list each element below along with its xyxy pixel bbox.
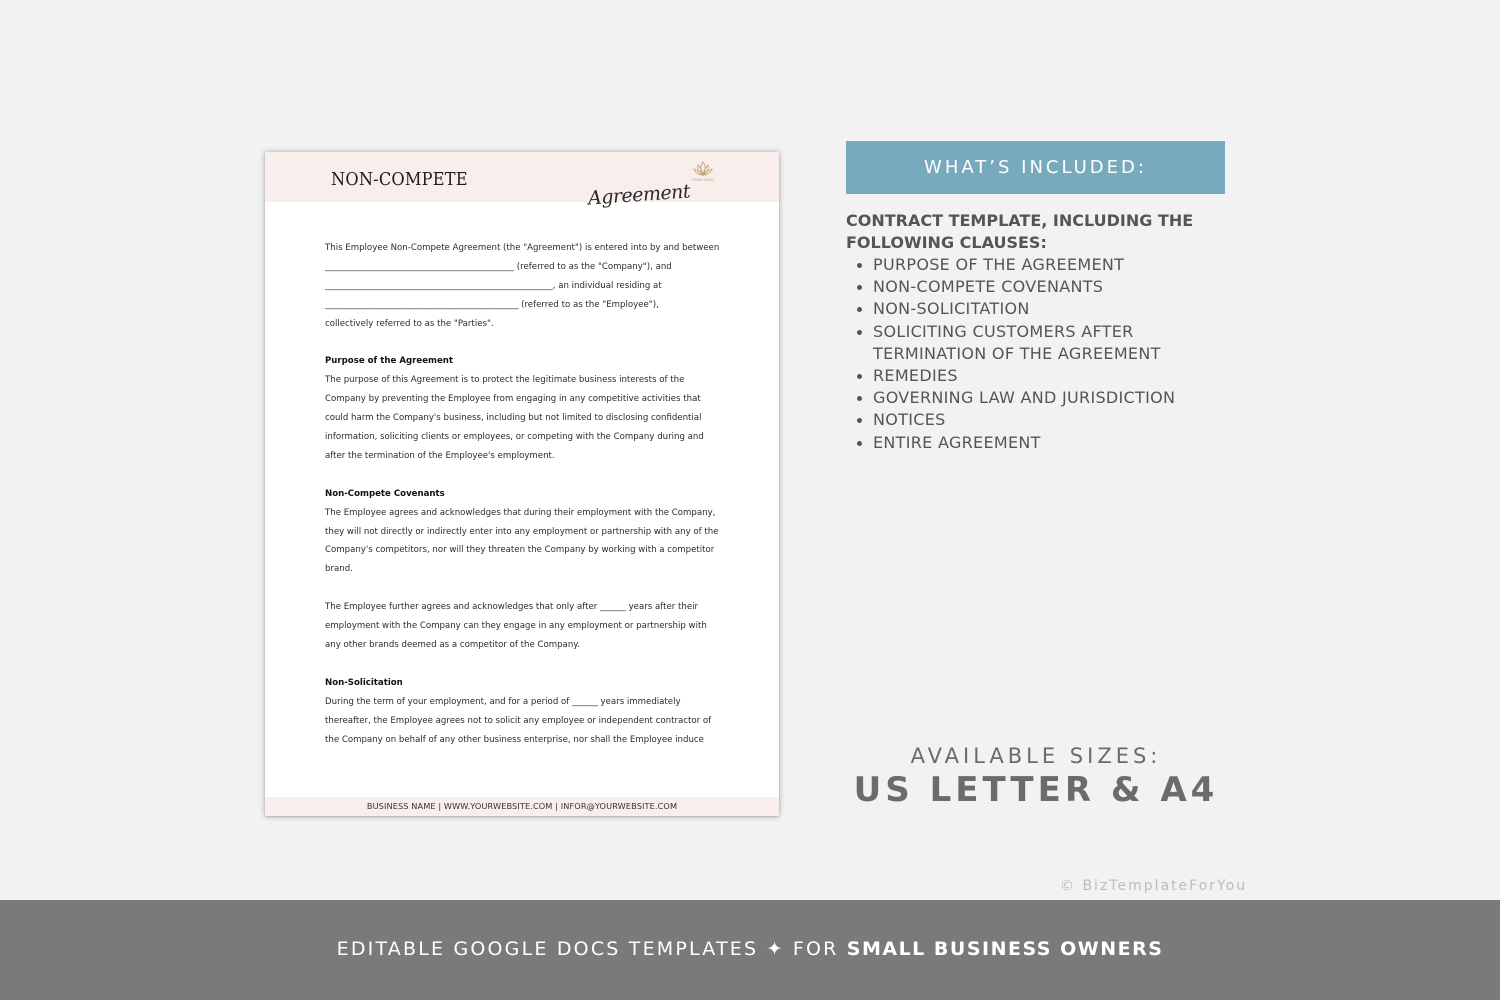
document-preview-page bbox=[265, 152, 779, 816]
clauses-list bbox=[846, 254, 1175, 454]
clause-item: NON-COMPETE COVENANTS bbox=[873, 276, 1175, 298]
clause-item: SOLICITING CUSTOMERS AFTER TERMINATION OF THE AGREEMENT bbox=[873, 321, 1173, 365]
section-line: after the termination of the Employee's employment. bbox=[325, 450, 555, 461]
clause-item: ENTIRE AGREEMENT bbox=[873, 432, 1175, 454]
section-line: thereafter, the Employee agrees not to solicit any employee or independent contractor of bbox=[325, 715, 712, 726]
clause-item: PURPOSE OF THE AGREEMENT bbox=[873, 254, 1175, 276]
lotus-logo-icon bbox=[692, 160, 714, 178]
intro-line: ____________________________________________ (referred to as the "Company"), and bbox=[325, 261, 672, 272]
section-line: could harm the Company's business, including but not limited to disclosing confidential bbox=[325, 413, 702, 424]
section-line: Company's competitors, nor will they threaten the Company by working with a competitor bbox=[325, 545, 715, 556]
available-sizes-value: US LETTER & A4 bbox=[853, 770, 1219, 810]
document-header-band bbox=[265, 152, 779, 210]
section-line: The purpose of this Agreement is to protect the legitimate business interests of the bbox=[325, 375, 685, 386]
intro-line: collectively referred to as the "Parties". bbox=[325, 318, 494, 329]
section-heading: Non-Solicitation bbox=[325, 677, 403, 688]
available-sizes-label: AVAILABLE SIZES: bbox=[910, 744, 1162, 768]
clause-item: NOTICES bbox=[873, 409, 1175, 431]
tagline-strong-text: SMALL BUSINESS OWNERS bbox=[846, 938, 1164, 960]
section-line: they will not directly or indirectly enter into any employment or partnership with any of the bbox=[325, 526, 719, 537]
section-line: The Employee agrees and acknowledges that during their employment with the Company, bbox=[325, 507, 716, 518]
section-line: any other brands deemed as a competitor of the Company. bbox=[325, 639, 580, 650]
document-footer: BUSINESS NAME | WWW.YOURWEBSITE.COM | INFOR@YOURWEBSITE.COM bbox=[265, 797, 779, 816]
intro-line: _____________________________________________________, an individual residing at bbox=[325, 280, 662, 291]
section-line: Company by preventing the Employee from engaging in any competitive activities that bbox=[325, 394, 701, 405]
section-line: brand. bbox=[325, 564, 353, 575]
document-title: NON-COMPETE bbox=[331, 169, 468, 190]
copyright-text: © BizTemplateForYou bbox=[1060, 878, 1248, 894]
bottom-tagline-bar bbox=[0, 900, 1500, 1000]
section-line: the Company on behalf of any other business enterprise, nor shall the Employee induce bbox=[325, 734, 704, 745]
logo-text: YOUR LOGO bbox=[691, 178, 715, 182]
section-heading: Purpose of the Agreement bbox=[325, 356, 454, 367]
logo bbox=[689, 160, 717, 186]
section-line: The Employee further agrees and acknowledges that only after ______ years after their bbox=[325, 602, 699, 613]
document-subtitle: Agreement bbox=[587, 180, 691, 210]
included-description: CONTRACT TEMPLATE, INCLUDING THE FOLLOWING CLAUSES: bbox=[846, 211, 1194, 252]
clause-item: GOVERNING LAW AND JURISDICTION bbox=[873, 387, 1175, 409]
clause-item: REMEDIES bbox=[873, 365, 1175, 387]
clause-item: NON-SOLICITATION bbox=[873, 298, 1175, 320]
section-line: information, soliciting clients or employees, or competing with the Company during and bbox=[325, 432, 704, 443]
whats-included-banner: WHAT’S INCLUDED: bbox=[846, 141, 1225, 194]
document-body bbox=[325, 239, 725, 749]
intro-line: This Employee Non-Compete Agreement (the "Agreement") is entered into by and between bbox=[325, 243, 720, 253]
section-heading: Non-Compete Covenants bbox=[325, 488, 445, 499]
section-line: During the term of your employment, and for a period of ______ years immediately bbox=[325, 696, 681, 707]
intro-line: _____________________________________________ (referred to as the "Employee"), bbox=[325, 299, 659, 310]
tagline-text: EDITABLE GOOGLE DOCS TEMPLATES ✦ FOR bbox=[336, 938, 847, 960]
section-line: employment with the Company can they engage in any employment or partnership with bbox=[325, 621, 707, 632]
